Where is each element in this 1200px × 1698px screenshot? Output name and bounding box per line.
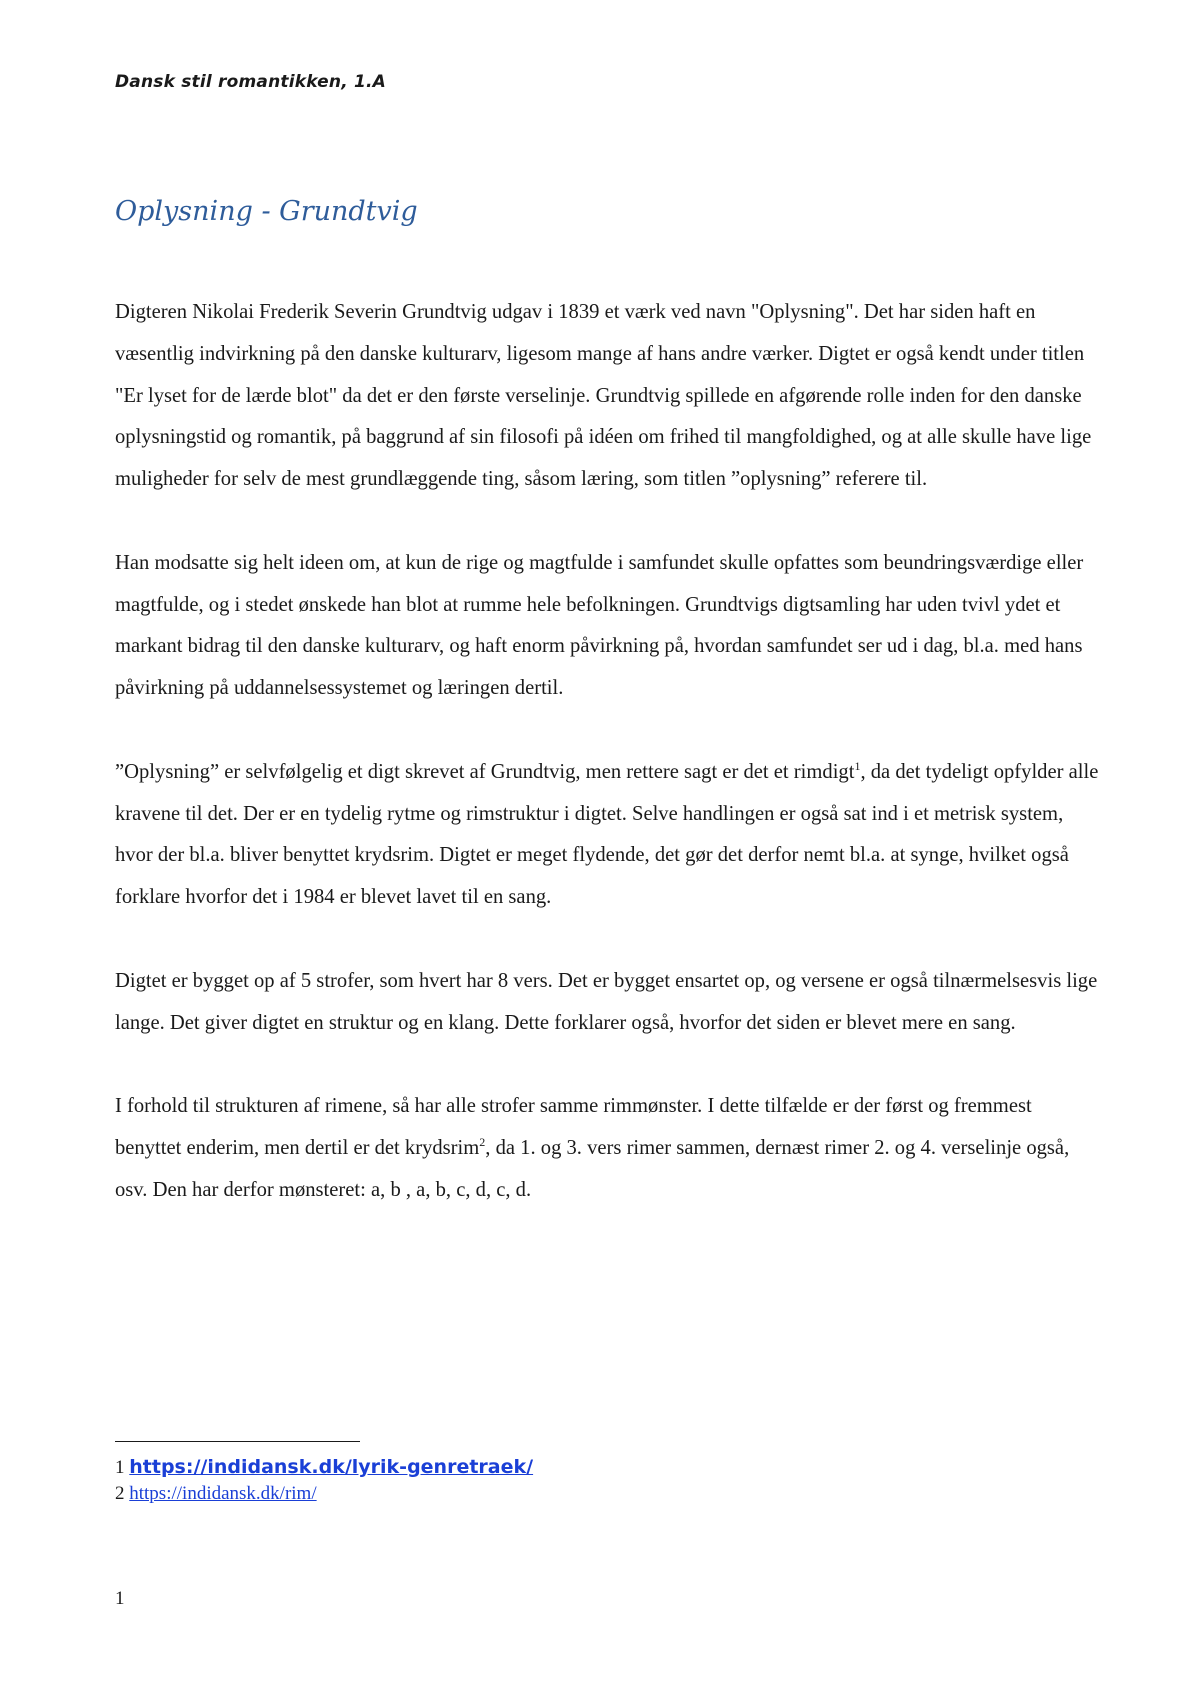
footnotes (115, 1454, 533, 1507)
paragraph-text: , da 1. og 3. vers rimer sammen, dernæst rimer 2. og 4. verselinje også, osv. Den har derfor mønsteret: a, b , a, b, c, d, c, d. (115, 1136, 1070, 1201)
document-header: Dansk stil romantikken, 1.A (115, 72, 387, 92)
footnote-reference[interactable]: 2 (479, 1135, 486, 1150)
paragraph (115, 1086, 1100, 1211)
document-title: Oplysning - Grundtvig (115, 196, 418, 227)
page-number: 1 (115, 1588, 125, 1609)
paragraph-text: I forhold til strukturen af rimene, så har alle strofer samme rimmønster. I dette tilfælde er der først og fremmest benyttet enderim, men dertil er det krydsrim (115, 1095, 1032, 1159)
paragraph: Digteren Nikolai Frederik Severin Grundtvig udgav i 1839 et værk ved navn "Oplysning". Det har siden haft en væsentlig indvirkning på den danske kulturarv, ligesom mange af hans andre værker. Digtet er også kendt under titlen "Er lyset for de lærde blot" da det er den første verselinje. Grundtvig spillede en afgørende rolle inden for den danske oplysningstid og romantik, på baggrund af sin filosofi på idéen om frihed til mangfoldighed, og at alle skulle have lige muligheder for selv de mest grundlæggende ting, såsom læring, som titlen ”oplysning” referere til. (115, 301, 1092, 491)
footnote-separator (115, 1441, 360, 1442)
footnote-link[interactable]: https://indidansk.dk/rim/ (129, 1483, 317, 1504)
footnote-link[interactable]: https://indidansk.dk/lyrik-genretraek/ (129, 1456, 534, 1478)
footnote-number: 1 (115, 1457, 125, 1478)
footnote-reference[interactable]: 1 (854, 758, 861, 773)
footnote-item (115, 1481, 533, 1507)
paragraph: Han modsatte sig helt ideen om, at kun de rige og magtfulde i samfundet skulle opfattes som beundringsværdige eller magtfulde, og i stedet ønskede han blot at rumme hele befolkningen. Grundtvigs digtsamling har uden tvivl ydet et markant bidrag til den danske kulturarv, og haft enorm påvirkning på, hvordan samfundet ser ud i dag, bl.a. med hans påvirkning på uddannelsessystemet og læringen dertil. (115, 551, 1084, 700)
body-text (115, 292, 1100, 1253)
paragraph-text: ”Oplysning” er selvfølgelig et digt skrevet af Grundtvig, men rettere sagt er det et rimdigt (115, 760, 855, 783)
paragraph-text: , da det tydeligt opfylder alle kravene til det. Der er en tydelig rytme og rimstruktur i digtet. Selve handlingen er også sat ind i et metrisk system, hvor der bl.a. bliver benyttet krydsrim. Digtet er meget flydende, det gør det derfor nemt bl.a. at synge, hvilket også forklare hvorfor det i 1984 er blevet lavet til en sang. (115, 760, 1099, 909)
footnote-number: 2 (115, 1483, 125, 1504)
paragraph (115, 752, 1100, 919)
footnote-item (115, 1454, 533, 1481)
paragraph: Digtet er bygget op af 5 strofer, som hvert har 8 vers. Det er bygget ensartet op, og versene er også tilnærmelsesvis lige lange. Det giver digtet en struktur og en klang. Dette forklarer også, hvorfor det siden er blevet mere en sang. (115, 969, 1098, 1034)
